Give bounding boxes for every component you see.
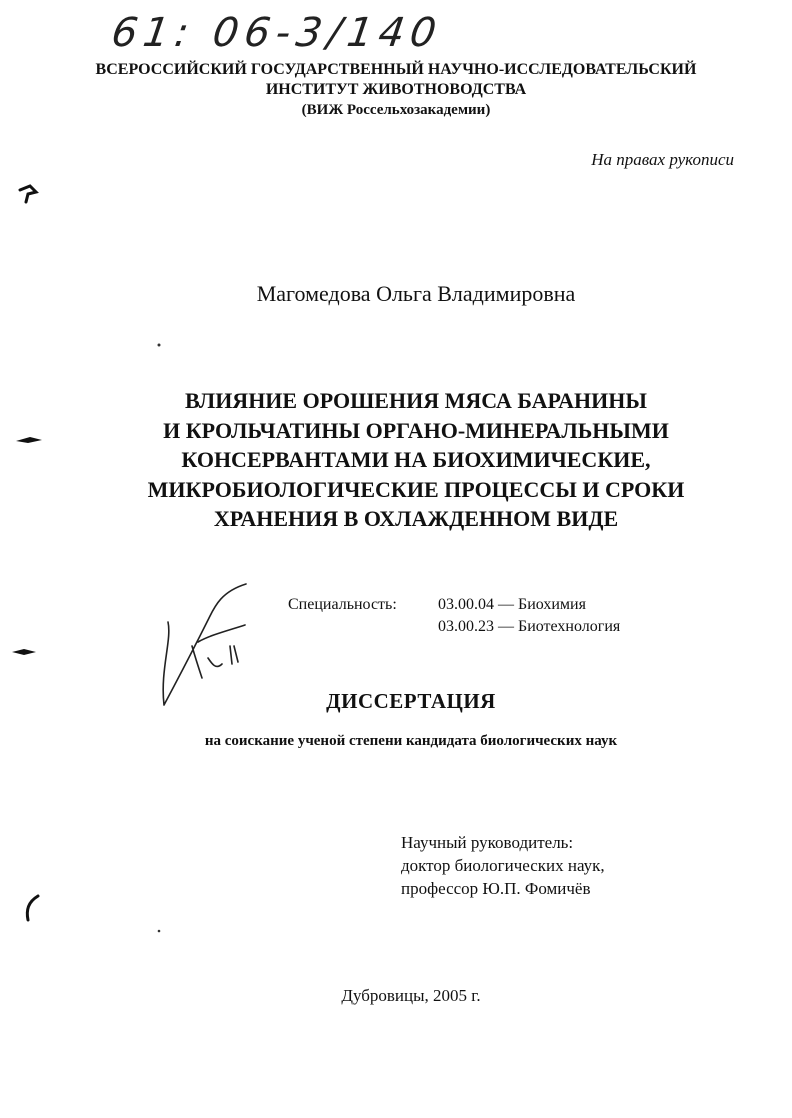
specialty-code: 03.00.04 — Биохимия [438, 596, 586, 613]
supervisor-degree: доктор биологических наук, [401, 856, 605, 875]
supervisor-role: Научный руководитель: [401, 833, 574, 852]
supervisor-name: профессор Ю.П. Фомичёв [401, 879, 591, 898]
manuscript-rights-note: На правах рукописи [591, 150, 734, 169]
margin-scan-mark [10, 646, 38, 658]
margin-scan-mark [14, 432, 44, 448]
institute-affiliation: (ВИЖ Россельхозакадемии) [301, 102, 491, 118]
thesis-title-line: МИКРОБИОЛОГИЧЕСКИЕ ПРОЦЕССЫ И СРОКИ [147, 476, 685, 502]
specialty-codes [438, 594, 620, 638]
institute-name-line-2: ИНСТИТУТ ЖИВОТНОВОДСТВА [265, 81, 527, 98]
margin-scan-mark [18, 182, 40, 204]
specialty-label: Специальность: [288, 596, 397, 613]
thesis-title-line: КОНСЕРВАНТАМИ НА БИОХИМИЧЕСКИЕ, [181, 447, 651, 472]
author-name: Магомедова Ольга Владимировна [256, 281, 576, 306]
thesis-title-line: И КРОЛЬЧАТИНЫ ОРГАНО-МИНЕРАЛЬНЫМИ [163, 417, 669, 443]
place-and-year: Дубровицы, 2005 г. [341, 986, 481, 1005]
institute-name-line-1: ВСЕРОССИЙСКИЙ ГОСУДАРСТВЕННЫЙ НАУЧНО-ИССЛЕДОВАТЕЛЬСКИЙ [95, 61, 697, 78]
institute-header [0, 60, 792, 120]
thesis-title [0, 386, 792, 534]
document-type: ДИССЕРТАЦИЯ [326, 689, 496, 713]
archive-number: 61: 06-3/140 [108, 10, 445, 56]
scientific-supervisor [401, 831, 605, 900]
thesis-title-line: ХРАНЕНИЯ В ОХЛАЖДЕННОМ ВИДЕ [213, 506, 619, 531]
margin-scan-mark [20, 892, 42, 922]
thesis-title-line: ВЛИЯНИЕ ОРОШЕНИЯ МЯСА БАРАНИНЫ [184, 388, 648, 413]
specialty-code: 03.00.23 — Биотехнология [438, 618, 621, 635]
degree-purpose: на соискание ученой степени кандидата биологических наук [204, 733, 618, 749]
margin-scan-dot [156, 342, 162, 348]
margin-scan-dot [156, 928, 162, 936]
